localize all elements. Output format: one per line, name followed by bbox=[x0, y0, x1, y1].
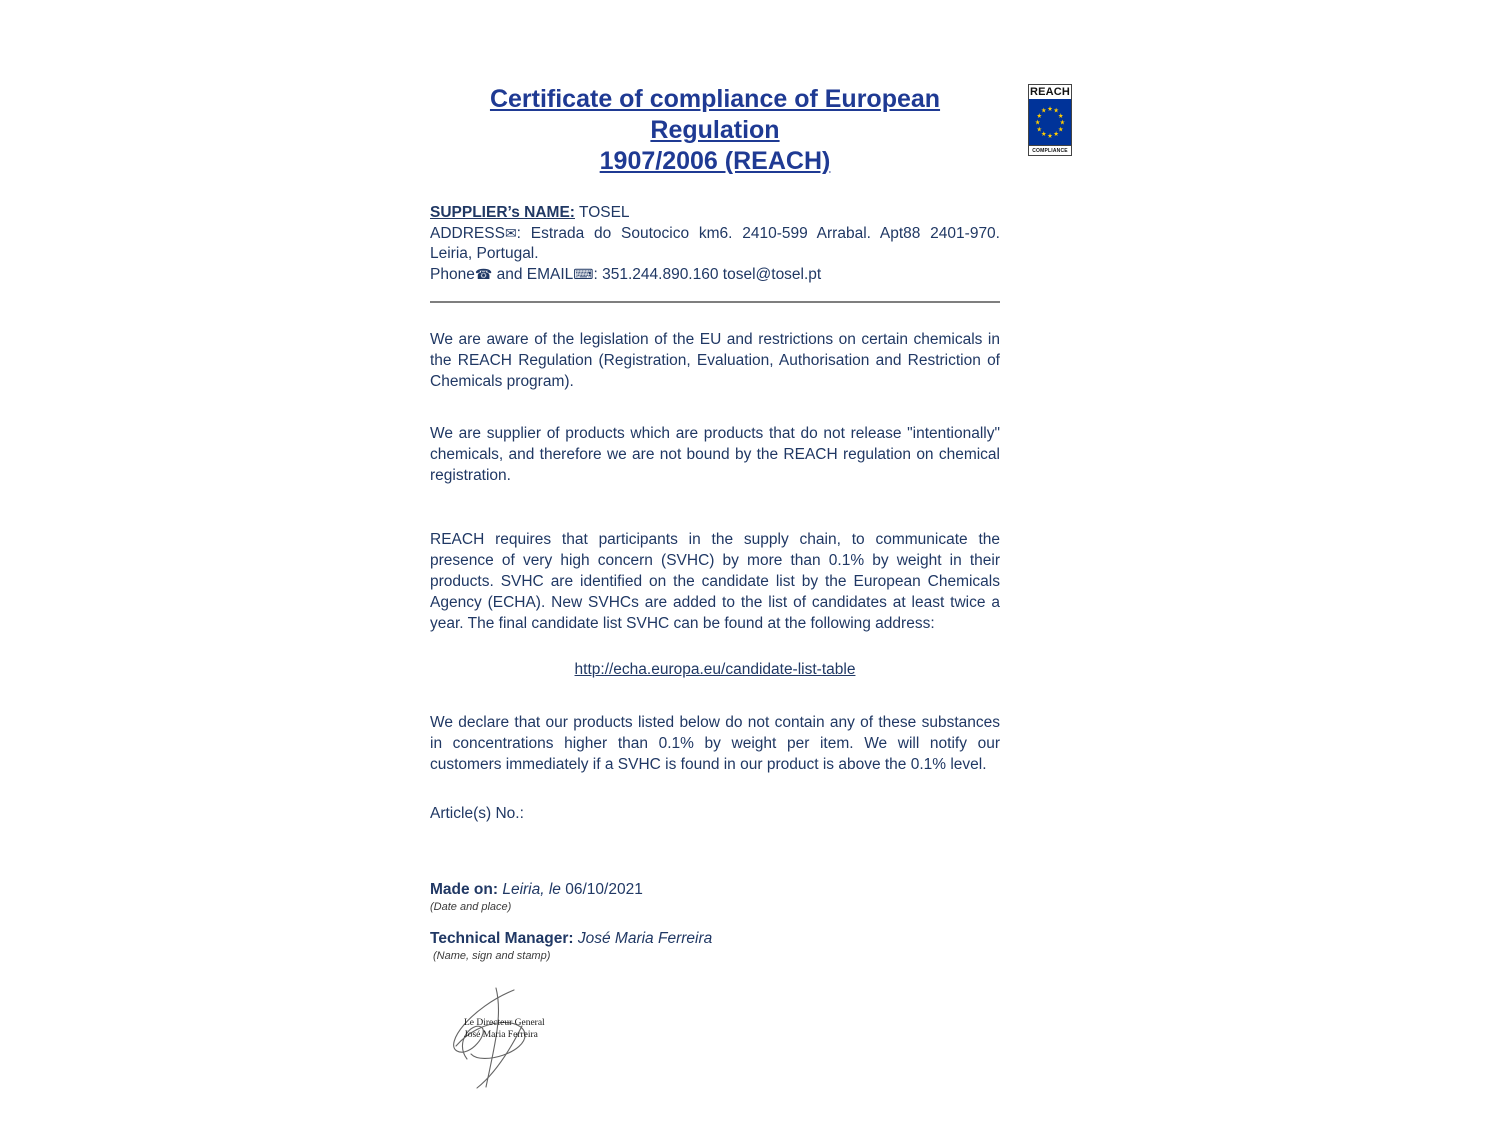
supplier-name-label: SUPPLIER’s NAME: bbox=[430, 204, 575, 221]
svg-text:★: ★ bbox=[1059, 118, 1066, 127]
document-content bbox=[430, 84, 1000, 1091]
svg-text:★: ★ bbox=[1053, 129, 1059, 139]
made-on-label: Made on: bbox=[430, 881, 499, 898]
svg-text:★: ★ bbox=[1047, 131, 1053, 141]
svg-text:★: ★ bbox=[1034, 118, 1041, 127]
made-on-line bbox=[430, 881, 1000, 899]
date-place-note: (Date and place) bbox=[430, 901, 512, 913]
phone-label: Phone bbox=[430, 266, 475, 283]
svg-text:★: ★ bbox=[1057, 125, 1064, 134]
supplier-contact-line bbox=[430, 264, 1000, 285]
paragraph-supplier-statement: We are supplier of products which are products that do not release "intentionally" chemicals, and therefore we are not bound by the REACH regulation on chemical registration. bbox=[430, 425, 1000, 484]
contact-value: : 351.244.890.160 tosel@tosel.pt bbox=[593, 266, 822, 283]
phone-icon: ☎ bbox=[474, 266, 493, 282]
email-label: and EMAIL bbox=[492, 266, 574, 283]
article-number-line: Article(s) No.: bbox=[430, 805, 524, 822]
reach-compliance-logo bbox=[1028, 84, 1072, 156]
envelope-icon: ✉ bbox=[504, 225, 517, 241]
svg-text:★: ★ bbox=[1041, 106, 1047, 115]
document-title-line1: Certificate of compliance of European Regulation bbox=[489, 85, 941, 144]
address-value: : Estrada do Soutocico km6. 2410-599 Arrabal. Apt88 2401-970. Leiria, Portugal. bbox=[430, 225, 1000, 262]
technical-manager-name: José Maria Ferreira bbox=[573, 930, 713, 947]
paragraph-reach-requirements: REACH requires that participants in the supply chain, to communicate the presence of very high concern (SVHC) by more than 0.1% by weight in their products. SVHC are identified on the candidate list by the European Chemicals Agency (ECHA). New SVHCs are added to the list of candidates at least twice a year. The final candidate list SVHC can be found at the following address: bbox=[430, 531, 1000, 632]
candidate-list-link[interactable]: http://echa.europa.eu/candidate-list-table bbox=[574, 661, 856, 678]
divider-rule bbox=[430, 301, 1000, 303]
technical-manager-label: Technical Manager: bbox=[430, 930, 574, 947]
paragraph-awareness: We are aware of the legislation of the EU and restrictions on certain chemicals in the REACH Regulation (Registration, Evaluation, Authorisation and Restriction of Chemicals program). bbox=[430, 331, 1000, 390]
stamp-text bbox=[464, 1018, 545, 1041]
supplier-info-block bbox=[430, 203, 1000, 285]
signature-block bbox=[436, 986, 561, 1091]
stamp-line1: Le Directeur General bbox=[464, 1018, 545, 1028]
document-title bbox=[430, 84, 1000, 177]
computer-icon: ⌨ bbox=[573, 266, 594, 282]
address-label: ADDRESS bbox=[430, 225, 505, 242]
made-on-date: 06/10/2021 bbox=[560, 881, 643, 898]
supplier-address-line bbox=[430, 223, 1000, 264]
made-on-place: Leiria, le bbox=[498, 881, 561, 898]
eu-flag-icon bbox=[1029, 99, 1071, 145]
reach-logo-compliance-label: COMPLIANCE bbox=[1029, 145, 1071, 155]
paragraph-declaration: We declare that our products listed below do not contain any of these substances in concentrations higher than 0.1% by weight per item. We will notify our customers immediately if a SVHC is found in our product is above the 0.1% level. bbox=[430, 714, 1000, 773]
svg-text:★: ★ bbox=[1047, 104, 1053, 114]
svg-text:★: ★ bbox=[1036, 125, 1043, 134]
stamp-line2: José Maria Ferreira bbox=[464, 1029, 538, 1040]
svg-text:★: ★ bbox=[1041, 129, 1047, 139]
reach-logo-title: REACH bbox=[1029, 86, 1071, 98]
svg-text:★: ★ bbox=[1057, 111, 1064, 121]
technical-manager-line bbox=[430, 930, 1000, 948]
svg-text:★: ★ bbox=[1036, 111, 1043, 121]
supplier-name-line bbox=[430, 203, 1000, 223]
sign-stamp-note: (Name, sign and stamp) bbox=[433, 950, 551, 962]
candidate-list-link-line bbox=[430, 661, 1000, 679]
document-title-line2: 1907/2006 (REACH) bbox=[599, 147, 831, 175]
supplier-name-value: TOSEL bbox=[574, 204, 630, 221]
svg-text:★: ★ bbox=[1053, 106, 1059, 115]
